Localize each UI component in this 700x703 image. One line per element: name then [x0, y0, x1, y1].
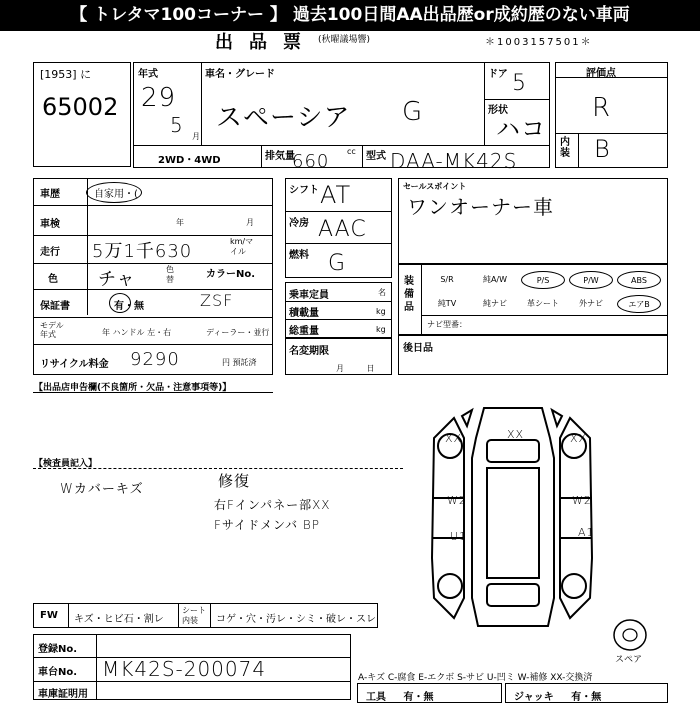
- seller-notes-label: 【出品店申告欄(不良箇所・欠品・注意事項等)】: [34, 383, 232, 393]
- weight-unit: kg: [376, 325, 386, 334]
- defect-fw-items: キズ・ヒビ石・割レ: [74, 614, 164, 625]
- tools-label: 工具 有・無: [366, 692, 434, 703]
- cc-label: 排気量: [265, 151, 295, 162]
- inspector-note-2: 修復: [218, 472, 251, 490]
- equip-item: ABS: [617, 271, 661, 289]
- ac-label: 冷房: [289, 218, 309, 229]
- diagram-mark-5: W2: [572, 494, 592, 507]
- cc-value: 660: [292, 151, 330, 172]
- rating-value: R: [592, 93, 612, 123]
- capacity-box: [285, 282, 392, 338]
- capacity-unit: 名: [378, 288, 386, 297]
- nendo-label: 年式: [138, 69, 158, 80]
- equip-grid: [423, 267, 667, 313]
- equipment-box: [398, 264, 668, 335]
- colorno-value: ZSF: [200, 291, 234, 310]
- history-value: 自家用・(: [94, 189, 138, 200]
- equip-label: 装備品: [404, 276, 414, 313]
- equip-item: 純ナビ: [483, 299, 507, 308]
- diagram-mark-3: XX: [570, 432, 588, 445]
- cc-unit: cc: [347, 147, 356, 156]
- equip-item: エアB: [617, 295, 661, 313]
- drive-label: 2WD・4WD: [158, 155, 221, 166]
- model-year-label: モデル年式: [40, 321, 64, 339]
- load-unit: kg: [376, 307, 386, 316]
- recycle-value: 9290: [130, 349, 180, 370]
- capacity-label: 乗車定員: [289, 290, 329, 301]
- equip-item: P/W: [569, 271, 613, 289]
- vehicle-info-box: [133, 62, 550, 173]
- cert-label: 車庫証明用: [38, 689, 88, 700]
- lot-code: [1953] に: [40, 68, 92, 81]
- rating-label: 評価点: [586, 68, 616, 79]
- salespoint-box: [398, 178, 668, 264]
- month-value: 5: [170, 113, 184, 137]
- history-label: 車歴: [40, 189, 60, 200]
- diagram-mark-4: W2: [447, 494, 467, 507]
- mileage-unit: km/マイル: [230, 237, 254, 256]
- lot-box: [33, 62, 131, 167]
- defect-seat-items: コゲ・穴・汚レ・シミ・破レ・スレ: [216, 614, 376, 625]
- details-box: [33, 178, 273, 375]
- salespoint-value: ワンオーナー車: [407, 195, 554, 219]
- defect-row: [33, 603, 378, 628]
- equip-item: 純A/W: [482, 275, 508, 284]
- reg-label: 登録No.: [38, 644, 78, 655]
- shift-label: シフト: [289, 185, 319, 196]
- handle-label: 年 ハンドル 左・右: [102, 328, 172, 337]
- dealer-label: ディーラー・並行: [206, 328, 270, 337]
- inspection-month: 月: [246, 218, 254, 227]
- drivetrain-box: [285, 178, 392, 278]
- recycle-label: リサイクル料金: [40, 359, 109, 370]
- registration-box: [33, 634, 351, 700]
- notes-box: [398, 335, 668, 375]
- inspector-note-3: 右Fインパネー部XX: [214, 498, 331, 512]
- inspector-note-4: Fサイドメンバ BP: [214, 518, 321, 532]
- equip-item: 革シート: [527, 299, 559, 308]
- load-label: 積載量: [289, 308, 319, 319]
- warranty-circle: [109, 293, 131, 313]
- equip-item: 純TV: [437, 299, 457, 308]
- interior-label: 内装: [560, 137, 570, 159]
- chassis-label: 車台No.: [38, 667, 78, 678]
- sheet-subtitle: (秋曜議場響): [318, 35, 371, 45]
- shape-label: 形状: [488, 105, 508, 116]
- title-expiry-unit: 月 日: [336, 364, 375, 373]
- seller-notes-underline: [33, 392, 273, 393]
- door-value: 5: [512, 71, 527, 96]
- color-label: 色: [48, 274, 58, 285]
- warranty-label: 保証書: [40, 301, 70, 312]
- defect-fw-label: FW: [40, 610, 58, 621]
- title-expiry-box: [285, 338, 392, 375]
- color-change-label: 色替: [166, 265, 174, 284]
- recycle-unit: 円 預託済: [222, 358, 257, 367]
- equip-item: 外ナビ: [579, 299, 603, 308]
- shape-value: ハコ: [496, 115, 546, 143]
- spare-tire-icon: [612, 618, 648, 652]
- inspection-year: 年: [176, 218, 184, 227]
- legend: A-キズ C-腐食 E-エクボ S-サビ U-凹ミ W-補修 XX-交換済: [358, 673, 593, 683]
- defect-seat-label: シート内装: [182, 606, 206, 625]
- notes-label: 後日品: [403, 343, 433, 354]
- model-label: 型式: [366, 151, 386, 162]
- month-suffix: 月: [192, 132, 200, 141]
- inspector-dotted-line: [33, 468, 403, 469]
- diagram-mark-1: XX: [445, 432, 463, 445]
- serial-number: ＊1003157501＊: [485, 37, 593, 48]
- fuel-label: 燃料: [289, 250, 309, 261]
- jack-label: ジャッキ 有・無: [514, 692, 602, 703]
- carname-value: スペーシア: [216, 103, 351, 133]
- inspection-label: 車検: [40, 219, 60, 230]
- equip-item: S/R: [440, 275, 454, 284]
- banner: 【 トレタマ100コーナー 】 過去100日間AA出品歴or成約歴のない車両: [0, 0, 700, 31]
- grade-value: G: [402, 97, 424, 127]
- model-value: DAA-MK42S: [390, 149, 518, 173]
- diagram-mark-7: A1: [578, 526, 595, 539]
- weight-label: 総重量: [289, 326, 319, 337]
- equip-item: P/S: [521, 271, 565, 289]
- door-label: ドア: [488, 69, 508, 80]
- inspector-label: 【検査員記入】: [34, 459, 98, 469]
- rating-box: [555, 62, 668, 168]
- carname-label: 車名・グレード: [205, 69, 275, 80]
- navi-label: ナビ型番：: [427, 320, 467, 329]
- salespoint-label: セールスポイント: [403, 182, 467, 191]
- colorno-label: カラーNo.: [206, 269, 256, 280]
- lot-number: 65002: [42, 93, 119, 121]
- nendo-value: 29: [141, 83, 177, 113]
- chassis-value: MK42S-200074: [102, 657, 267, 681]
- shift-value: AT: [320, 181, 352, 209]
- jack-box: [505, 683, 668, 703]
- color-value: チャ: [98, 269, 136, 290]
- spare-label: スペア: [615, 655, 643, 665]
- ac-value: AAC: [318, 217, 367, 242]
- title-expiry-label: 名変期限: [289, 346, 329, 357]
- inspector-note-1: Wカバーキズ: [60, 482, 144, 497]
- sheet-title: 出品票: [215, 32, 317, 53]
- mileage-value: 5万1千630: [92, 241, 193, 262]
- mileage-label: 走行: [40, 247, 60, 258]
- warranty-value: 有・無: [114, 301, 144, 312]
- diagram-mark-2: XX: [507, 428, 525, 441]
- interior-value: B: [594, 135, 611, 163]
- tools-box: [357, 683, 502, 703]
- history-circle: [86, 182, 142, 203]
- fuel-value: G: [328, 251, 347, 276]
- diagram-mark-6: U1: [450, 530, 468, 543]
